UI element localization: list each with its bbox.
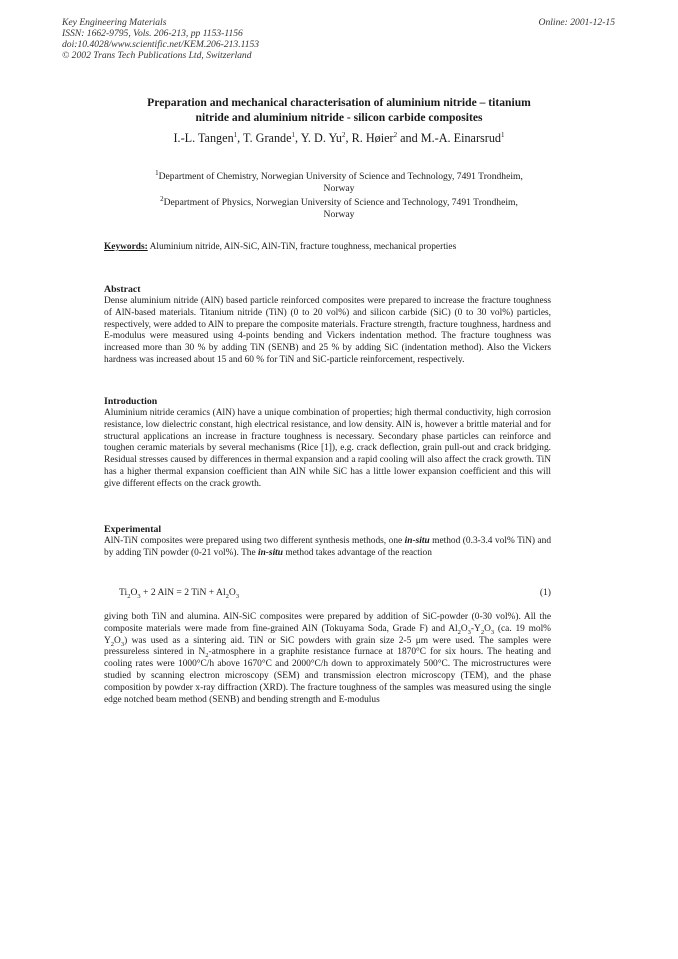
author-1: I.-L. Tangen <box>173 131 234 146</box>
equation-1 <box>119 587 551 598</box>
doi-line: doi:10.4028/www.scientific.net/KEM.206-213.1153 <box>62 39 260 50</box>
introduction-heading: Introduction <box>104 396 158 407</box>
journal-name: Key Engineering Materials <box>62 17 167 28</box>
author-4: R. Høier <box>351 131 394 146</box>
exp-p1-part-c: method takes advantage of the reaction <box>283 547 432 558</box>
experimental-paragraph-2: giving both TiN and alumina. AlN-SiC composites were prepared by addition of SiC-powder (0-30 vol%). All the composite materials were made from fine-grained AlN (Tokuyama Soda, Grade F) and $Al_2O_3-Y_2O_3$ (ca. 19 mol% $Y_2O_3$) was used as a sintering aid. TiN or SiC powders with grain size 2-5 μm were used. The samples were pressureless sintered in $N_2$-atmosphere in a graphite resistance furnace at 1870°C for six hours. The heating and cooling rates were 1000°C/h above 1670°C and 2000°C/h down to approximately 500°C. The microstructures were studied by scanning electron microscopy (SEM) and transmission electron microscopy (TEM), and the phase composition by powder x-ray diffraction (XRD). The fracture toughness of the samples was measured using the single edge notched beam method (SENB) and bending strength and E-modulus <box>104 612 551 705</box>
author-5: M.-A. Einarsrud <box>420 131 502 146</box>
affiliation-2 <box>90 193 588 221</box>
exp-p1-part-a: AlN-TiN composites were prepared using two different synthesis methods, one <box>104 536 405 546</box>
author-2-affiliation: 1 <box>291 131 296 139</box>
author-3: Y. D. Yu <box>300 131 343 146</box>
affiliation-1 <box>90 167 588 195</box>
in-situ-term-2: in-situ <box>257 547 283 558</box>
introduction-text: Aluminium nitride ceramics (AlN) have a unique combination of properties; high thermal conductivity, high corrosion resistance, low dielectric constant, high electrical resistance, and low density. AlN is, however a brittle material and for structural applications an increase in fracture toughness is necessary. Secondary phase particles can reinforce and toughen ceramic materials by several mechanisms (Rice [1]), e.g. crack deflection, grain pull-out and crack bridging. Residual stresses caused by differences in thermal expansion and a rapid cooling will also affect the crack growth. TiN has a higher thermal expansion coefficient than AlN while SiC has a little lower expansion coefficient and this will give different effects on the crack growth. <box>104 408 551 489</box>
equation-number: (1) <box>539 587 551 598</box>
exp-p2-part-h: -atmosphere in a graphite resistance furnace at 1870°C for six hours. The heating and cooling rates were 1000°C/h above 1670°C and 2000°C/h down to approximately 500°C. The microstructures were studied by scanning electron microscopy (SEM) and transmission electron microscopy (TEM), and the phase composition by powder x-ray diffraction (XRD). The fracture toughness of the samples was measured using the single edge notched beam method (SENB) and bending strength and E-modulus <box>104 647 551 705</box>
exp-p2-part-a: giving both TiN and alumina. AlN-SiC composites were prepared by addition of SiC-powder (0-30 vol%). All the composite materials were made from fine-grained AlN (Tokuyama Soda, Grade F) and Al <box>104 612 551 634</box>
author-1-affiliation: 1 <box>233 131 238 139</box>
exp-p2-part-c: -Y <box>470 623 481 634</box>
exp-p1-part-b: method (0.3-3.4 vol% TiN) and by adding TiN powder (0-21 vol%). The <box>104 536 552 558</box>
keywords-label: Keywords: <box>104 242 148 252</box>
keywords <box>104 242 456 252</box>
affiliation-2-marker: 2 <box>160 195 164 203</box>
in-situ-term: in-situ <box>404 536 430 546</box>
equation-formula: $Ti_2O_3 + 2$ AlN = 2 TiN + $Al_2O_3$ <box>119 587 240 600</box>
issn-line: ISSN: 1662-9795, Vols. 206-213, pp 1153-1156 <box>62 28 243 39</box>
exp-p2-part-e: (ca. 19 mol% Y <box>104 623 551 646</box>
exp-p2-part-b: O <box>460 623 468 634</box>
title-line-1: Preparation and mechanical characterisation of aluminium nitride – titanium <box>147 96 531 109</box>
abstract-heading: Abstract <box>104 284 141 295</box>
experimental-section <box>104 524 551 560</box>
affiliation-2-line-2: Norway <box>323 209 355 221</box>
copyright-line: © 2002 Trans Tech Publications Ltd, Switzerland <box>62 50 252 61</box>
exp-p2-part-f: O <box>114 635 121 646</box>
journal-metadata <box>62 17 259 61</box>
title-line-2: nitride and aluminium nitride - silicon carbide composites <box>195 111 483 124</box>
keywords-text: Aluminium nitride, AlN-SiC, AlN-TiN, fracture toughness, mechanical properties <box>149 242 457 252</box>
affiliation-1-marker: 1 <box>155 169 159 177</box>
author-4-affiliation: 2 <box>393 131 398 139</box>
experimental-heading: Experimental <box>104 524 162 535</box>
introduction-section <box>104 396 551 491</box>
author-3-affiliation: 2 <box>342 131 346 139</box>
online-date: Online: 2001-12-15 <box>538 17 615 28</box>
affiliation-1-line-2: Norway <box>323 183 355 195</box>
experimental-paragraph-1 <box>104 536 551 560</box>
affiliation-1-line-1: Department of Chemistry, Norwegian University of Science and Technology, 7491 Trondheim, <box>158 171 523 183</box>
abstract-section <box>104 284 551 367</box>
exp-p2-part-g: ) was used as a sintering aid. TiN or SiC powders with grain size 2-5 μm were used. The samples were pressureless sintered in N <box>104 635 551 658</box>
experimental-continued <box>104 612 551 706</box>
paper-title <box>100 95 578 125</box>
affiliation-2-line-1: Department of Physics, Norwegian University of Science and Technology, 7491 Trondheim, <box>163 197 518 209</box>
author-5-affiliation: 1 <box>501 131 505 139</box>
exp-p2-part-d: O <box>484 623 491 634</box>
author-list: I.-L. Tangen$^1$, T. Grande$^1$, Y. D. Yu$^2$, R. Høier$^2$ and M.-A. Einarsrud$^1$ <box>173 131 505 146</box>
abstract-text: Dense aluminium nitride (AlN) based particle reinforced composites were prepared to increase the fracture toughness of AlN-based materials. Titanium nitride (TiN) (0 to 20 vol%) and silicon carbide (SiC) (0 to 30 vol%) particles, respectively, were added to AlN to prepare the composite materials. Fracture strength, fracture toughness, hardness and E-modulus were measured using 4-points bending and Vickers indentation method. The fracture toughness was increased more than 30 % by adding TiN (SENB) and 25 % by adding SiC (indentation method). Also the Vickers hardness was increased about 15 and 60 % for TiN and SiC-particle reinforcement, respectively. <box>104 296 551 365</box>
author-conjunction: and <box>400 131 418 146</box>
author-2: T. Grande <box>243 131 292 146</box>
